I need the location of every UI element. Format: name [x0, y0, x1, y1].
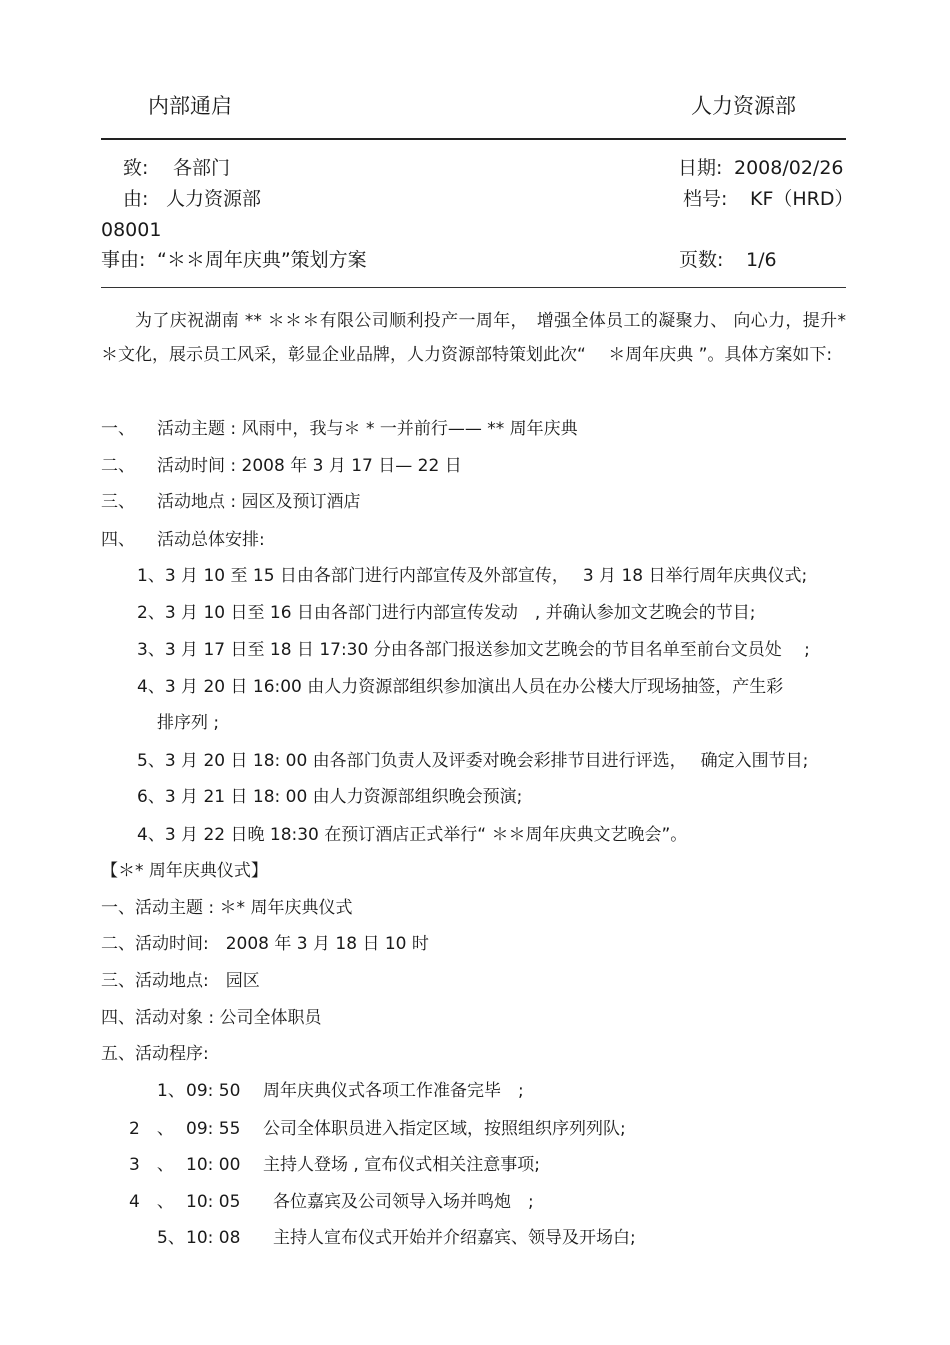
program-text: 公司全体职员进入指定区域，按照组织序列列队;	[263, 1119, 626, 1139]
outline-num: 四、	[101, 530, 135, 550]
schedule-item: 6、3 月 21 日 18: 00 由人力资源部组织晚会预演;	[137, 787, 523, 807]
schedule-item: 4、3 月 22 日晚 18:30 在预订酒店正式举行“ ＊＊周年庆典文艺晚会”。	[137, 825, 688, 845]
program-time: 10: 05	[186, 1192, 241, 1212]
program-text: 主持人登场 , 宣布仪式相关注意事项;	[263, 1155, 540, 1175]
file-value: KF（HRD）	[750, 188, 854, 210]
schedule-item: 2、3 月 10 日至 16 日由各部门进行内部宣传发动 , 并确认参加文艺晚会的节目;	[137, 603, 756, 623]
program-text: 周年庆典仪式各项工作准备完毕 ;	[263, 1081, 524, 1101]
schedule-item-continued: 排序列 ;	[157, 713, 220, 733]
schedule-item: 3、3 月 17 日至 18 日 17:30 分由各部门报送参加文艺晚会的节目名单至前台文员处 ;	[137, 640, 810, 660]
ceremony-item: 五、活动程序:	[101, 1044, 209, 1064]
file-label: 档号:	[683, 188, 728, 210]
from-label: 由:	[123, 188, 149, 210]
ceremony-item: 二、活动时间: 2008 年 3 月 18 日 10 时	[101, 934, 429, 954]
program-time: 10: 00	[186, 1155, 241, 1175]
ceremony-title: 【＊* 周年庆典仪式】	[101, 861, 268, 881]
header-left: 内部通启	[148, 94, 232, 118]
ceremony-item: 一、活动主题 : ＊* 周年庆典仪式	[101, 898, 353, 918]
file-value-continued: 08001	[101, 219, 162, 241]
program-time: 10: 08	[186, 1228, 241, 1248]
outline-num: 二、	[101, 456, 135, 476]
outline-text: 活动主题 : 风雨中，我与＊ * 一并前行—— ** 周年庆典	[157, 419, 578, 439]
schedule-item: 1、3 月 10 至 15 日由各部门进行内部宣传及外部宣传， 3 月 18 日举行周年庆典仪式;	[137, 566, 808, 586]
program-num: 2 、	[129, 1119, 174, 1139]
program-text: 各位嘉宾及公司领导入场并鸣炮 ;	[273, 1192, 534, 1212]
subject-label: 事由:	[101, 249, 146, 271]
program-num: 3 、	[129, 1155, 174, 1175]
ceremony-item: 四、活动对象 : 公司全体职员	[101, 1008, 322, 1028]
date-label: 日期:	[678, 157, 723, 179]
header-divider	[101, 138, 846, 140]
outline-text: 活动总体安排:	[157, 530, 265, 550]
program-num: 1、	[157, 1081, 185, 1101]
date-value: 2008/02/26	[734, 157, 844, 179]
program-time: 09: 50	[186, 1081, 241, 1101]
schedule-item: 4、3 月 20 日 16:00 由人力资源部组织参加演出人员在办公楼大厅现场抽签，产生彩	[137, 677, 784, 697]
memo-divider	[101, 287, 846, 288]
program-time: 09: 55	[186, 1119, 241, 1139]
from-value: 人力资源部	[166, 188, 262, 210]
outline-text: 活动时间 : 2008 年 3 月 17 日— 22 日	[157, 456, 462, 476]
program-num: 5、	[157, 1228, 185, 1248]
subject-value: “＊＊周年庆典”策划方案	[157, 249, 367, 271]
schedule-item: 5、3 月 20 日 18: 00 由各部门负责人及评委对晚会彩排节目进行评选， 确定入围节目;	[137, 751, 809, 771]
to-label: 致:	[123, 157, 149, 179]
outline-text: 活动地点 : 园区及预订酒店	[157, 492, 361, 512]
pages-value: 1/6	[746, 249, 777, 271]
outline-num: 一、	[101, 419, 135, 439]
ceremony-item: 三、活动地点: 园区	[101, 971, 260, 991]
program-text: 主持人宣布仪式开始并介绍嘉宾、领导及开场白;	[273, 1228, 636, 1248]
to-value: 各部门	[173, 157, 231, 179]
pages-label: 页数:	[679, 249, 724, 271]
header-right: 人力资源部	[691, 94, 796, 118]
program-num: 4 、	[129, 1192, 174, 1212]
intro-paragraph: 为了庆祝湖南 ** ＊＊＊有限公司顺利投产一周年， 增强全体员工的凝聚力、 向心力，提升*＊文化，展示员工风采，彰显企业品牌，人力资源部特策划此次“ ＊周年庆典 ”。具体方案如下:	[101, 311, 846, 365]
outline-num: 三、	[101, 492, 135, 512]
